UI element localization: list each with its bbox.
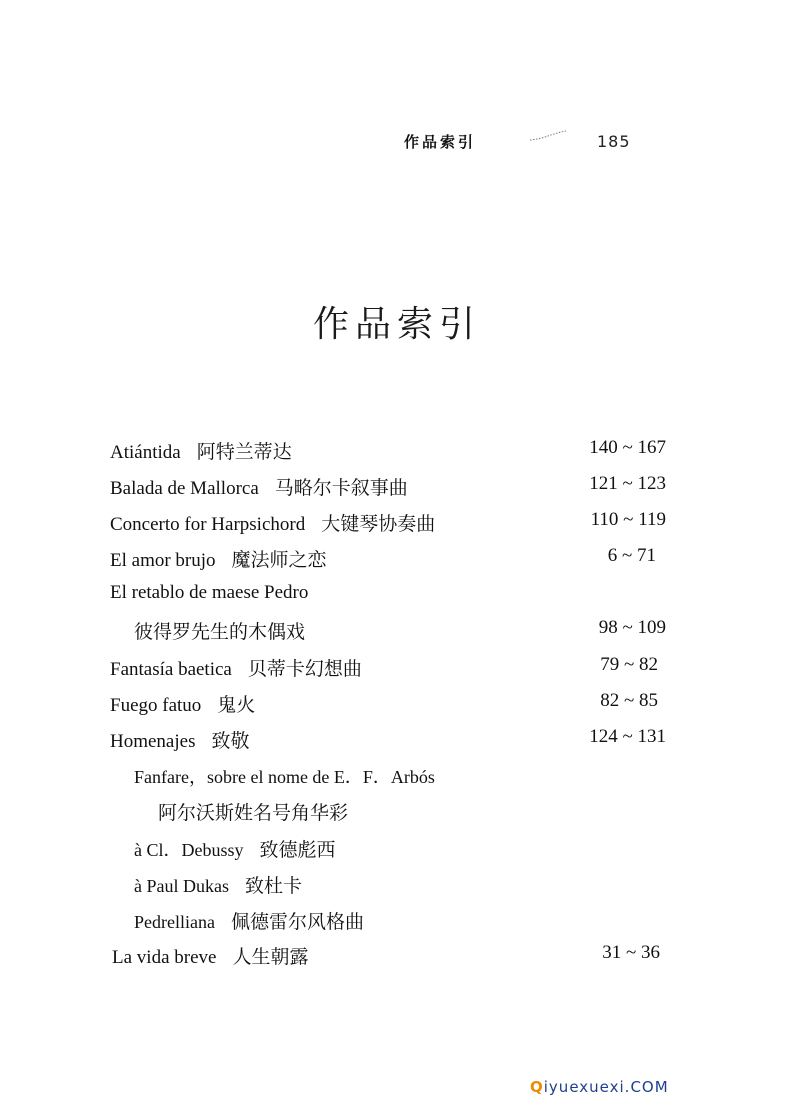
entry-chinese: 佩德雷尔风格曲 (230, 911, 364, 933)
entry-chinese: 魔法师之恋 (231, 549, 327, 571)
entry-latin: Fantasía baetica (110, 659, 232, 680)
entry-pages: 110 ~ 119 (590, 509, 666, 530)
entry-latin: Atiántida (110, 442, 181, 463)
entry-chinese: 阿尔沃斯姓名号角华彩 (158, 802, 349, 824)
index-entry-continuation (134, 617, 305, 644)
index-entry (110, 545, 327, 572)
entry-chinese: 马略尔卡叙事曲 (274, 477, 408, 499)
index-entry (110, 473, 408, 500)
index-subentry (134, 835, 336, 862)
entry-chinese: 致敬 (211, 730, 250, 752)
entry-latin: à Paul Dukas (134, 876, 229, 896)
index-entry (110, 690, 255, 717)
index-subentry (134, 907, 364, 934)
index-subentry-continuation (158, 798, 348, 825)
entry-latin: Fanfare，sobre el nome de E．F．Arbós (134, 767, 435, 787)
page-number: 185 (597, 132, 631, 151)
entry-pages: 6 ~ 71 (607, 545, 656, 566)
entry-pages: 124 ~ 131 (589, 726, 666, 747)
header-ornament (528, 128, 568, 144)
entry-latin: Concerto for Harpsichord (110, 514, 306, 535)
entry-chinese: 鬼火 (217, 694, 256, 716)
entry-latin: La vida breve (112, 947, 217, 968)
entry-latin: Pedrelliana (134, 912, 215, 932)
entry-pages: 140 ~ 167 (589, 437, 666, 458)
entry-pages: 31 ~ 36 (602, 942, 660, 963)
index-subentry (134, 763, 435, 789)
entry-chinese: 阿特兰蒂达 (196, 441, 292, 463)
watermark-q: Q (530, 1078, 544, 1096)
index-entry (110, 654, 362, 681)
entry-pages: 98 ~ 109 (598, 617, 666, 638)
index-entry (110, 726, 250, 753)
entry-chinese: 致德彪西 (259, 839, 336, 861)
index-entry (110, 509, 435, 536)
entry-latin: à Cl．Debussy (134, 840, 244, 860)
site-watermark (530, 1078, 669, 1096)
entry-latin: Homenajes (110, 731, 196, 752)
entry-chinese: 大键琴协奏曲 (321, 513, 436, 535)
index-entry (110, 437, 292, 464)
index-entry (112, 942, 308, 969)
entry-latin: Fuego fatuo (110, 695, 202, 716)
entry-chinese: 彼得罗先生的木偶戏 (134, 621, 306, 643)
watermark-text: iyuexuexi.COM (543, 1078, 669, 1096)
entry-chinese: 致杜卡 (244, 875, 302, 897)
entry-latin: El retablo de maese Pedro (110, 582, 309, 603)
entry-latin: El amor brujo (110, 550, 216, 571)
entry-pages: 79 ~ 82 (600, 654, 658, 675)
page-title: 作品索引 (312, 304, 481, 345)
entry-pages: 121 ~ 123 (589, 473, 666, 494)
entry-chinese: 贝蒂卡幻想曲 (247, 658, 362, 680)
entry-latin: Balada de Mallorca (110, 478, 259, 499)
index-subentry (134, 871, 302, 898)
entry-chinese: 人生朝露 (232, 946, 309, 968)
running-head-title: 作品索引 (404, 133, 477, 151)
entry-pages: 82 ~ 85 (600, 690, 658, 711)
index-entry (110, 582, 308, 604)
